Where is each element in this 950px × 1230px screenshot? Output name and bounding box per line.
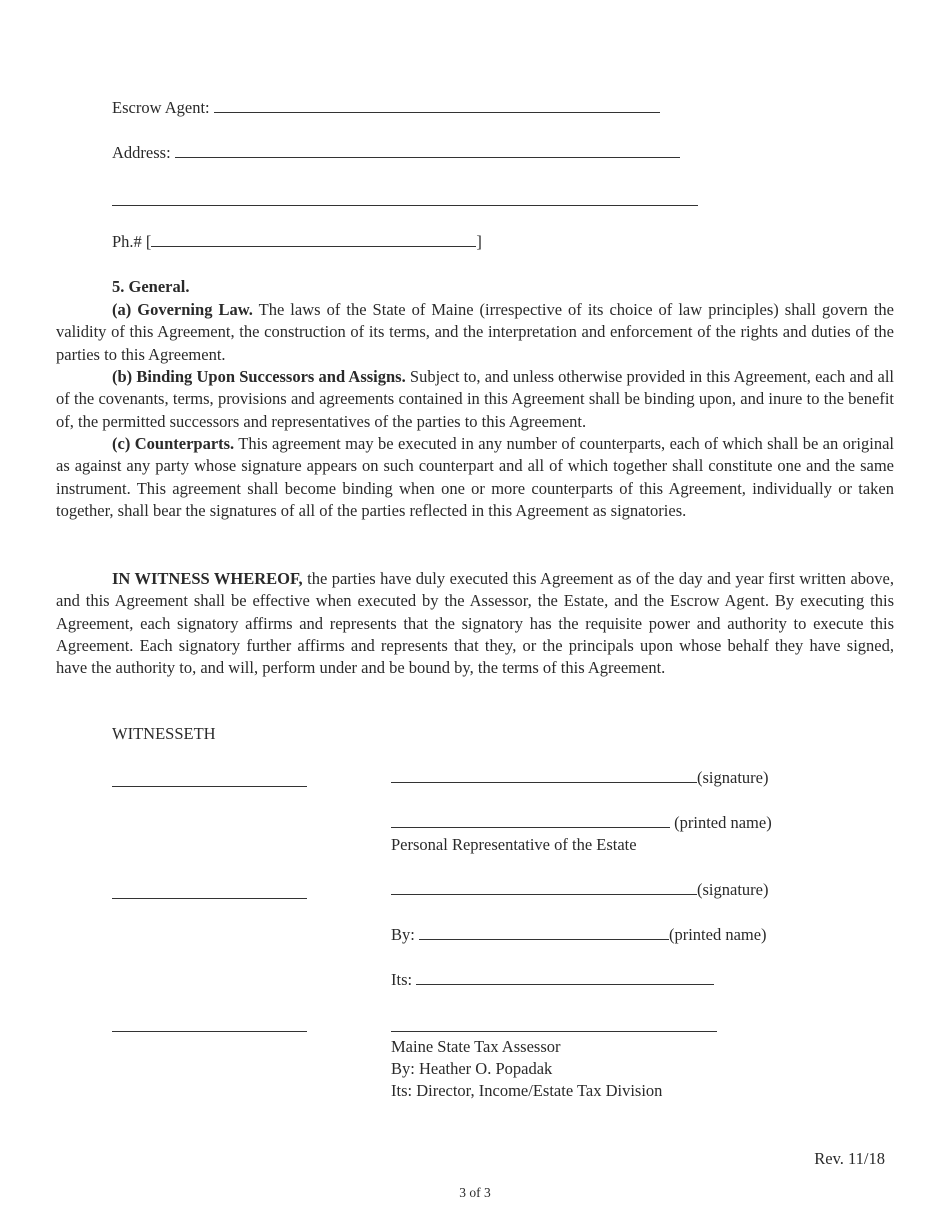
agent-its-label: Its: [391, 970, 413, 989]
agent-signature-label: (signature) [697, 880, 769, 899]
witness-line-1[interactable] [112, 786, 307, 787]
agent-by-field [391, 925, 767, 945]
estate-printed-name-line[interactable] [391, 827, 670, 828]
agent-signature-line[interactable] [391, 894, 697, 895]
estate-signature-field [391, 768, 768, 788]
escrow-agent-label: Escrow Agent: [112, 98, 210, 117]
escrow-agent-line[interactable] [214, 112, 660, 113]
assessor-by: By: Heather O. Popadak [391, 1059, 553, 1078]
witnesseth-heading: WITNESSETH [112, 724, 216, 743]
agent-its-field [391, 970, 714, 990]
general-heading: 5. General. [112, 277, 190, 296]
witness-paragraph [56, 568, 894, 679]
address-line-1[interactable] [175, 157, 680, 158]
agent-printed-name-label: (printed name) [668, 925, 767, 944]
revision-label: Rev. 11/18 [814, 1149, 885, 1168]
successors-text: Subject to, and unless otherwise provided in this Agreement, each and all of the covenants, terms, provisions and agreements contained in this Agreement shall be binding upon, and inure to the benefit of, the permitted successors and representatives of the parties to this Agreement. [56, 367, 894, 431]
address-label: Address: [112, 143, 171, 162]
address-line-2[interactable] [112, 205, 698, 206]
successors-paragraph [56, 366, 894, 433]
witness-line-2[interactable] [112, 898, 307, 899]
estate-signature-line[interactable] [391, 782, 697, 783]
agent-signature-field [391, 880, 768, 900]
governing-law-text: The laws of the State of Maine (irrespective of its choice of law principles) shall govern the validity of this Agreement, the construction of its terms, and the interpretation and enforcement of the rights and duties of the parties to this Agreement. [56, 300, 895, 364]
assessor-its: Its: Director, Income/Estate Tax Division [391, 1081, 663, 1100]
governing-law-paragraph [56, 299, 894, 366]
page-number: 3 of 3 [459, 1185, 491, 1200]
agent-by-line[interactable] [419, 939, 669, 940]
address-field [112, 143, 680, 163]
assessor-title: Maine State Tax Assessor [391, 1037, 561, 1056]
phone-close: ] [476, 232, 482, 251]
agent-its-line[interactable] [416, 984, 714, 985]
counterparts-text: This agreement may be executed in any number of counterparts, each of which shall be an original as against any party whose signature appears on such counterpart and all of which together shall constitute one and the same instrument. This agreement shall become binding when one or more counterparts of this Agreement, individually or taken together, shall bear the signatures of all of the parties reflected in this Agreement as signatories. [56, 434, 894, 520]
counterparts-title: (c) Counterparts. [112, 434, 235, 453]
assessor-signature-line[interactable] [391, 1031, 717, 1032]
agent-by-label: By: [391, 925, 415, 944]
witness-text: the parties have duly executed this Agreement as of the day and year first written above, and this Agreement shall be effective when executed by the Assessor, the Estate, and the Escrow Agent. By executing this Agreement, each signatory affirms and represents that the signatory has the requisite power and authority to execute this Agreement. Each signatory further affirms and represents that they, or the principals upon whose behalf they have signed, have the authority to, and will, perform under and be bound by, the terms of this Agreement. [56, 569, 895, 678]
successors-title: (b) Binding Upon Successors and Assigns. [112, 367, 406, 386]
witness-line-3[interactable] [112, 1031, 307, 1032]
estate-printed-name-field [391, 813, 772, 833]
estate-caption: Personal Representative of the Estate [391, 835, 637, 854]
counterparts-paragraph [56, 433, 894, 522]
phone-label: Ph.# [ [112, 232, 152, 251]
estate-printed-name-label: (printed name) [674, 813, 772, 832]
witness-title: IN WITNESS WHEREOF, [112, 569, 303, 588]
estate-signature-label: (signature) [697, 768, 769, 787]
governing-law-title: (a) Governing Law. [112, 300, 253, 319]
phone-line[interactable] [151, 246, 476, 247]
escrow-agent-field [112, 98, 660, 118]
phone-field [112, 232, 482, 252]
